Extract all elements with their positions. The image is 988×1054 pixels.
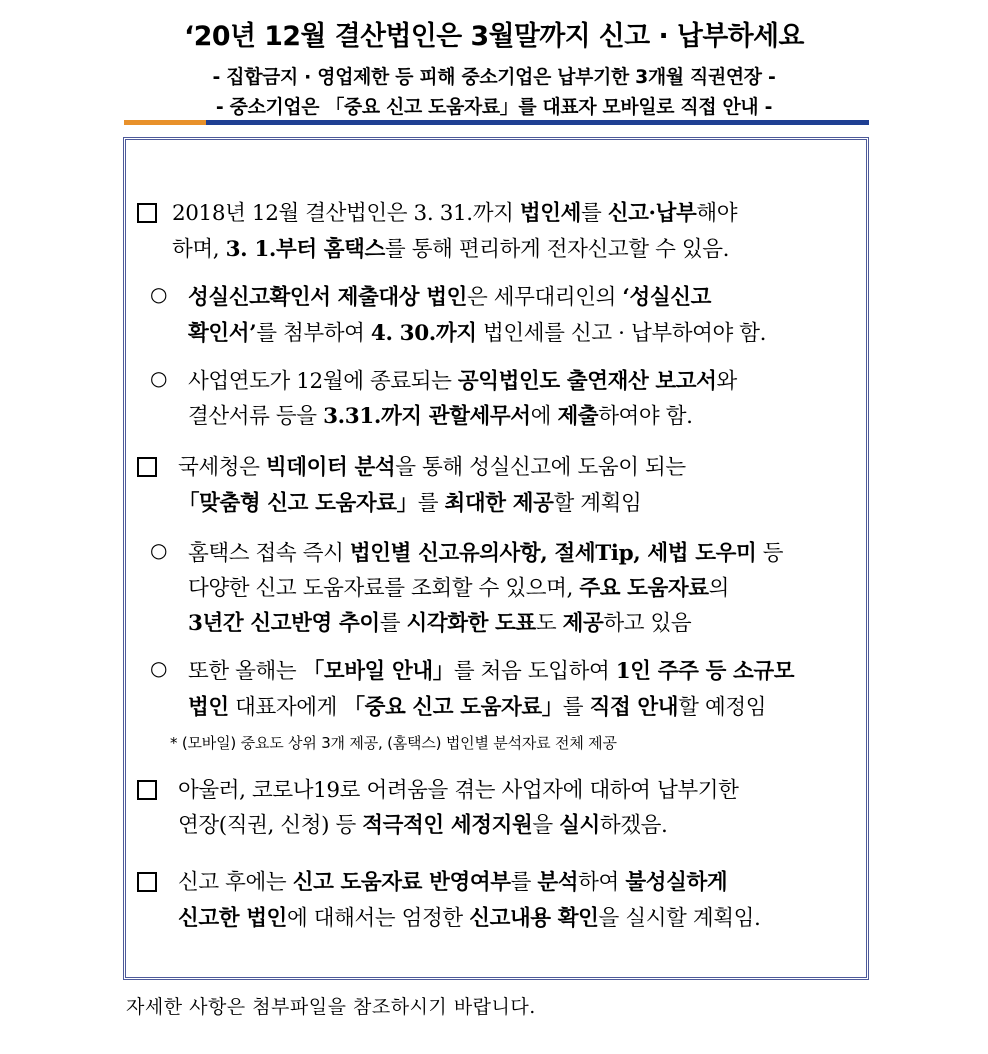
square-bullet-icon (137, 203, 157, 223)
s3-line-2: 연장(직권, 신청) 등 적극적인 세정지원을 실시하겠음. (178, 813, 668, 838)
s3-line-1: 아울러, 코로나19로 어려움을 겪는 사업자에 대하여 납부기한 (178, 778, 739, 803)
s4-line-1: 신고 후에는 신고 도움자료 반영여부를 분석하여 불성실하게 (178, 870, 728, 895)
page-title: ‘20년 12월 결산법인은 3월말까지 신고 · 납부하세요 (184, 21, 804, 52)
s2-sub1-line-3: 3년간 신고반영 추이를 시각화한 도표도 제공하고 있음 (188, 611, 692, 636)
s1-line-1: 2018년 12월 결산법인은 3. 31.까지 법인세를 신고·납부해야 (172, 201, 738, 226)
square-bullet-icon (137, 457, 157, 477)
s1-sub2-line-1: 사업연도가 12월에 종료되는 공익법인도 출연재산 보고서와 (188, 369, 737, 394)
square-bullet-icon (137, 872, 157, 892)
square-bullet-icon (137, 780, 157, 800)
s4-line-2: 신고한 법인에 대해서는 엄정한 신고내용 확인을 실시할 계획임. (178, 906, 761, 931)
s1-line-2: 하며, 3. 1.부터 홈택스를 통해 편리하게 전자신고할 수 있음. (172, 237, 730, 262)
s2-sub1-line-1: 홈택스 접속 즉시 법인별 신고유의사항, 절세Tip, 세법 도우미 등 (188, 541, 784, 566)
circle-bullet-icon: ○ (150, 282, 168, 306)
header-rule-orange (124, 120, 206, 125)
circle-bullet-icon: ○ (150, 538, 168, 562)
s2-sub1-line-2: 다양한 신고 도움자료를 조회할 수 있으며, 주요 도움자료의 (188, 576, 730, 601)
s1-sub1-line-2: 확인서’를 첨부하여 4. 30.까지 법인세를 신고 · 납부하여야 함. (188, 321, 767, 346)
s2-sub2-line-2: 법인 대표자에게 「중요 신고 도움자료」를 직접 안내할 예정임 (188, 695, 767, 720)
circle-bullet-icon: ○ (150, 656, 168, 680)
s2-footnote: * (모바일) 중요도 상위 3개 제공, (홈택스) 법인별 분석자료 전체 제공 (170, 734, 617, 752)
subtitle-2: - 중소기업은 「중요 신고 도움자료」를 대표자 모바일로 직접 안내 - (215, 96, 773, 118)
s2-sub2-line-1: 또한 올해는 「모바일 안내」를 처음 도입하여 1인 주주 등 소규모 (188, 659, 795, 684)
subtitle-1: - 집합금지 · 영업제한 등 피해 중소기업은 납부기한 3개월 직권연장 - (212, 66, 776, 88)
s1-sub2-line-2: 결산서류 등을 3.31.까지 관할세무서에 제출하여야 함. (188, 404, 693, 429)
header-rule-blue (206, 120, 869, 125)
circle-bullet-icon: ○ (150, 366, 168, 390)
footer-note: 자세한 사항은 첨부파일을 참조하시기 바랍니다. (126, 996, 536, 1018)
s2-line-2: 「맞춤형 신고 도움자료」를 최대한 제공할 계획임 (178, 491, 642, 516)
s2-line-1: 국세청은 빅데이터 분석을 통해 성실신고에 도움이 되는 (178, 455, 686, 480)
s1-sub1-line-1: 성실신고확인서 제출대상 법인은 세무대리인의 ‘성실신고 (188, 285, 711, 310)
